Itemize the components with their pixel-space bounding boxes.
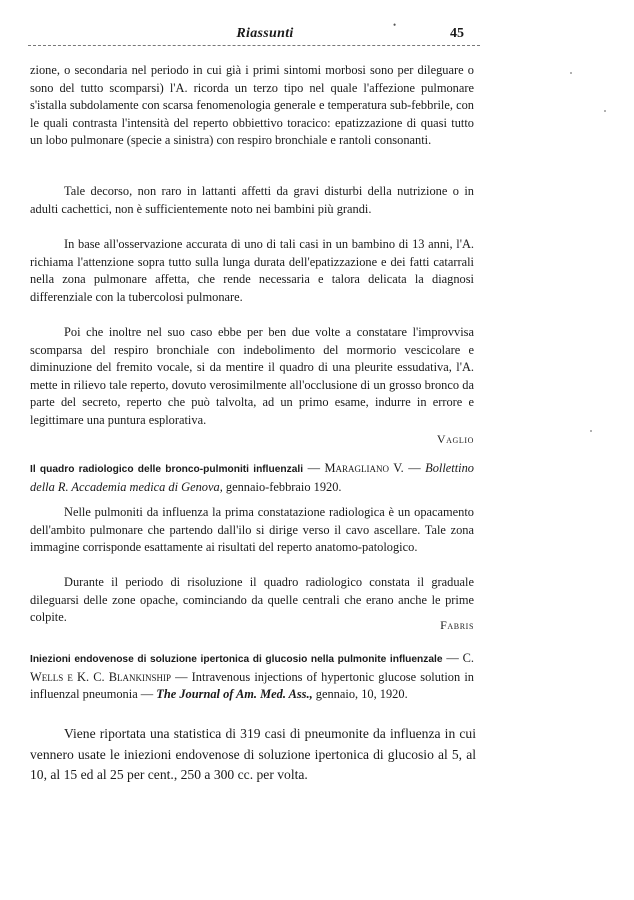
header-rule bbox=[28, 45, 480, 46]
article-1-heading: Il quadro radiologico delle bronco-pulmoniti influenzali — Maragliano V. — Bollettino della R. Accademia medica di Genova, gennaio-febbraio 1920. bbox=[30, 461, 474, 494]
article-1-author: Maragliano V. bbox=[324, 461, 404, 475]
article-2-authors: C. Wells e K. C. Blankinship bbox=[30, 651, 474, 684]
page-number: 45 bbox=[450, 26, 464, 41]
signature-vaglio: Vaglio bbox=[436, 432, 474, 446]
article-2-paragraph: Viene riportata una statistica di 319 casi di pneumonite da influenza in cui vennero usate le iniezioni endovenose di soluzione ipertonica di glucosio al 5, al 10, al 15 ed al 25 per cent., 250 a 300 cc. per volta. bbox=[30, 726, 476, 783]
running-title: Riassunti bbox=[236, 26, 294, 41]
article-1-date: gennaio-febbraio 1920. bbox=[222, 479, 342, 494]
article-2-title: Iniezioni endovenose di soluzione ipertonica di glucosio nella pulmonite influenzale bbox=[30, 654, 443, 665]
paragraph-1: zione, o secondaria nel periodo in cui già i primi sintomi morbosi sono per dileguare o sono del tutto scomparsi) l'A. ricorda un terzo tipo nel quale l'affezione pulmonare s'istalla subdolamente con scarsa fenomenologia generale e temperatura sub-febbrile, con le quali contrasta l'intensità del reperto obbiettivo toracico: epatizzazione di quasi tutto un lobo pulmonare (specie a sinistra) con respiro bronchiale e rantoli consonanti. bbox=[30, 63, 474, 148]
paragraph-4: Poi che inoltre nel suo caso ebbe per ben due volte a constatare l'improvvisa scomparsa del respiro bronchiale con indebolimento del mormorio vescicolare e diminuzione del fremito vocale, si da mentire il quadro di una pleurite essudativa, l'A. mette in rilievo tale reperto, dovuto verosimilmente all'occlusione di un grosso bronco da parte del secreto, reperto che può talvolta, ad un primo esame, indurre in errore e legittimare una puntura esplorativa. bbox=[30, 325, 474, 427]
article-2-heading: Iniezioni endovenose di soluzione ipertonica di glucosio nella pulmonite influenzale — C. Wells e K. C. Blankinship — Intravenous injections of hypertonic glucose solution in influenzal pneumonia — The Journal of Am. Med. Ass., gennaio, 10, 1920. bbox=[30, 651, 474, 702]
article-1-paragraph-2: Durante il periodo di risoluzione il quadro radiologico constata il graduale dileguarsi delle zone opache, cominciando da quelle centrali che erano anche le prime colpite. bbox=[30, 575, 474, 625]
paragraph-3: In base all'osservazione accurata di uno di tali casi in un bambino di 13 anni, l'A. richiama l'attenzione sopra tutto sulla lunga durata dell'epatizzazione e dei fatti catarrali nella zona pulmonare affetta, che rende necessaria e talora delicata la diagnosi differenziale con la tubercolosi pulmonare. bbox=[30, 237, 474, 304]
margin-speck bbox=[590, 430, 592, 432]
article-2-date: gennaio, 10, 1920. bbox=[312, 687, 408, 702]
article-1-journal: Bollettino della R. Accademia medica di Genova, bbox=[30, 461, 474, 494]
article-2-journal: The Journal of Am. Med. Ass., bbox=[156, 687, 313, 702]
signature-fabris: Fabris bbox=[440, 618, 474, 632]
running-header bbox=[40, 20, 480, 44]
article-1-title: Il quadro radiologico delle bronco-pulmoniti influenzali bbox=[30, 464, 304, 475]
margin-speck bbox=[570, 72, 572, 74]
margin-speck bbox=[604, 110, 606, 112]
paragraph-2: Tale decorso, non raro in lattanti affetti da gravi disturbi della nutrizione o in adulti cachettici, non è sufficientemente noto nei bambini più grandi. bbox=[30, 184, 474, 216]
printer-mark: • bbox=[393, 20, 397, 30]
article-1-paragraph-1: Nelle pulmoniti da influenza la prima constatazione radiologica è un opacamento dell'ambito pulmonare che partendo dall'ilo si dirige verso il cavo ascellare. Tale zona immagine corrisponde esattamente ai risultati del reperto anatomo-patologico. bbox=[30, 505, 474, 555]
